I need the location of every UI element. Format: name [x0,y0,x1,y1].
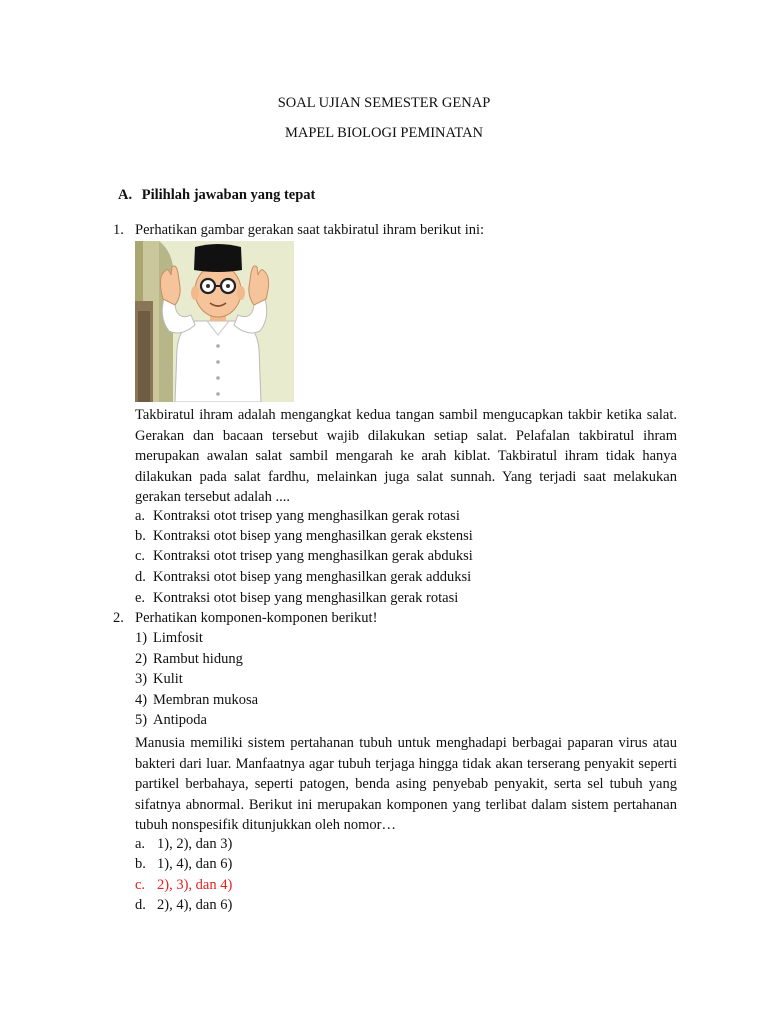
list-item [135,671,183,688]
option-text: Kontraksi otot trisep yang menghasilkan gerak abduksi [153,548,473,564]
option-text: 2), 4), dan 6) [157,897,233,913]
option-letter: c. [135,877,146,893]
list-number: 4) [135,692,148,708]
option-row [135,856,233,873]
document-subtitle: MAPEL BIOLOGI PEMINATAN [284,125,484,141]
list-number: 1) [135,630,148,646]
option-row [135,569,472,586]
option-text: 1), 4), dan 6) [157,856,233,872]
option-letter: d. [135,569,146,585]
option-letter: c. [135,548,146,564]
option-row [135,528,473,545]
option-text: 2), 3), dan 4) [157,877,233,893]
option-letter: e. [135,590,146,606]
option-row [135,508,460,525]
option-letter: b. [135,528,146,544]
list-item [135,651,243,668]
option-row-highlighted [135,877,233,894]
takbiratul-ihram-illustration [135,241,294,402]
question-2-number: 2. [113,610,124,626]
list-text: Antipoda [153,712,207,728]
option-row [135,590,459,607]
list-text: Rambut hidung [153,651,243,667]
list-text: Membran mukosa [153,692,259,708]
option-text: Kontraksi otot trisep yang menghasilkan gerak rotasi [153,508,460,524]
question-2-paragraph: Manusia memiliki sistem pertahanan tubuh untuk menghadapi berbagai paparan virus atau bakteri dari luar. Manfaatnya agar tubuh terjaga hingga tidak akan terserang penyakit seperti partikel berbahaya, seperti patogen, benda asing penyebab penyakit, serta sel tubuh yang sifatnya abnormal. Berikut ini merupakan komponen yang terlibat dalam sistem pertahanan tubuh nonspesifik ditunjukkan oleh nomor… [135,735,677,834]
list-text: Limfosit [153,630,203,646]
list-item [135,630,203,647]
option-letter: a. [135,836,146,852]
option-text: 1), 2), dan 3) [157,836,233,852]
option-text: Kontraksi otot bisep yang menghasilkan gerak rotasi [153,590,459,606]
option-row [135,548,473,565]
list-item [135,712,207,729]
option-letter: a. [135,508,146,524]
option-letter: d. [135,897,146,913]
option-row [135,897,233,914]
question-1-prompt: Perhatikan gambar gerakan saat takbiratul ihram berikut ini: [135,222,485,238]
section-letter: A. [118,187,133,203]
option-text: Kontraksi otot bisep yang menghasilkan gerak adduksi [153,569,472,585]
option-letter: b. [135,856,146,872]
list-item [135,692,259,709]
section-heading-text: Pilihlah jawaban yang tepat [141,187,316,203]
question-1-number: 1. [113,222,124,238]
question-1-paragraph: Takbiratul ihram adalah mengangkat kedua tangan sambil mengucapkan takbir ketika salat. Gerakan dan bacaan tersebut wajib dilakukan setiap salat. Pelafalan takbiratul ihram merupakan awalan salat sambil mengarah ke arah kiblat. Takbiratul ihram tidak hanya dilakukan pada salat fardhu, melainkan juga salat sunnah. Yang terjadi saat melakukan gerakan tersebut adalah .... [135,407,677,506]
option-text: Kontraksi otot bisep yang menghasilkan gerak ekstensi [153,528,473,544]
list-number: 3) [135,671,148,687]
option-row [135,836,233,853]
section-heading [118,187,315,204]
question-2-prompt: Perhatikan komponen-komponen berikut! [135,610,378,626]
document-title: SOAL UJIAN SEMESTER GENAP [277,95,491,111]
list-text: Kulit [153,671,183,687]
list-number: 2) [135,651,148,667]
list-number: 5) [135,712,148,728]
